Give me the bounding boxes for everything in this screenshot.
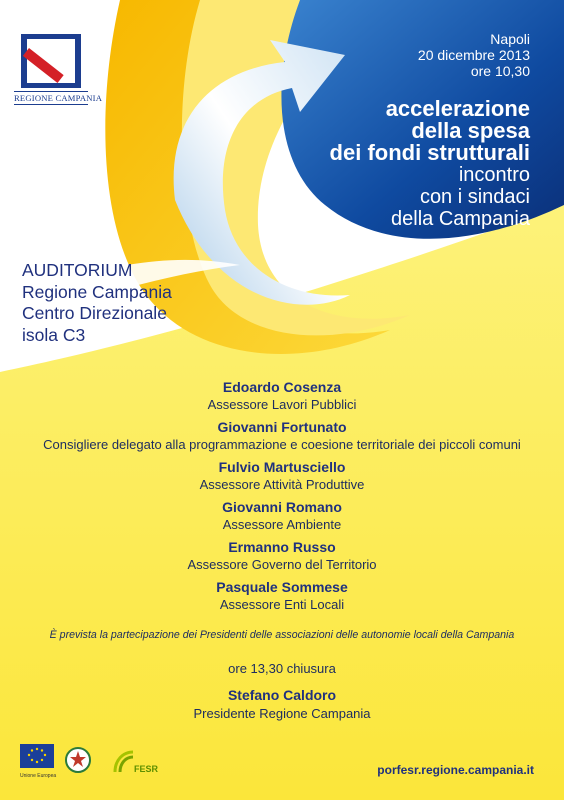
speaker-role: Assessore Attività Produttive xyxy=(199,477,365,492)
regione-campania-logo xyxy=(14,34,103,105)
title-line: dei fondi strutturali xyxy=(329,140,530,165)
event-date: 20 dicembre 2013 xyxy=(417,47,530,63)
speaker-name: Giovanni Fortunato xyxy=(217,419,347,435)
speaker-name: Fulvio Martusciello xyxy=(218,459,346,475)
footer-logos xyxy=(20,742,170,782)
venue xyxy=(22,260,172,346)
speaker-name: Edoardo Cosenza xyxy=(222,379,342,395)
speaker-role: Assessore Lavori Pubblici xyxy=(207,397,357,412)
shield-icon xyxy=(21,34,81,88)
event-title xyxy=(330,98,530,230)
speaker-list xyxy=(0,379,564,619)
closing-time: ore 13,30 chiusura xyxy=(228,661,336,676)
speaker xyxy=(0,539,564,573)
speaker xyxy=(0,459,564,493)
logo-text: REGIONE CAMPANIA xyxy=(14,93,103,103)
event-city: Napoli xyxy=(490,31,530,47)
speaker xyxy=(0,499,564,533)
event-place-date xyxy=(418,31,530,79)
president-role: Presidente Regione Campania xyxy=(193,706,371,721)
speaker-role: Assessore Governo del Territorio xyxy=(187,557,377,572)
speaker-role: Consigliere delegato alla programmazione e coesione territoriale dei piccoli comuni xyxy=(43,437,521,452)
eu-label: Unione Europea xyxy=(20,773,57,779)
website-url[interactable]: porfesr.regione.campania.it xyxy=(377,763,534,777)
speaker-name: Pasquale Sommese xyxy=(216,579,348,595)
speaker xyxy=(0,419,564,453)
speaker-role: Assessore Ambiente xyxy=(222,517,342,532)
venue-line: Centro Direzionale xyxy=(22,303,167,323)
president-name: Stefano Caldoro xyxy=(227,687,337,703)
speaker xyxy=(0,579,564,613)
fesr-label: FESR xyxy=(134,764,159,774)
speaker-name: Ermanno Russo xyxy=(228,539,336,555)
venue-line: Regione Campania xyxy=(22,281,172,302)
venue-line: AUDITORIUM xyxy=(22,260,133,280)
eu-flag-icon xyxy=(20,744,56,779)
title-line: accelerazione xyxy=(385,96,530,121)
italian-emblem-icon xyxy=(66,748,90,772)
subtitle-line: con i sindaci xyxy=(419,186,530,208)
venue-line: isola C3 xyxy=(22,324,86,345)
speaker-name: Giovanni Romano xyxy=(222,499,342,515)
participation-note: È prevista la partecipazione dei Presidenti delle associazioni delle autonomie locali della Campania xyxy=(49,629,515,641)
event-time: ore 10,30 xyxy=(470,63,530,79)
subtitle-line: incontro xyxy=(458,164,530,186)
title-line: della spesa xyxy=(411,118,530,143)
speaker xyxy=(0,379,564,413)
fesr-logo-icon xyxy=(115,752,159,774)
subtitle-line: della Campania xyxy=(391,208,530,230)
speaker-role: Assessore Enti Locali xyxy=(219,597,345,612)
